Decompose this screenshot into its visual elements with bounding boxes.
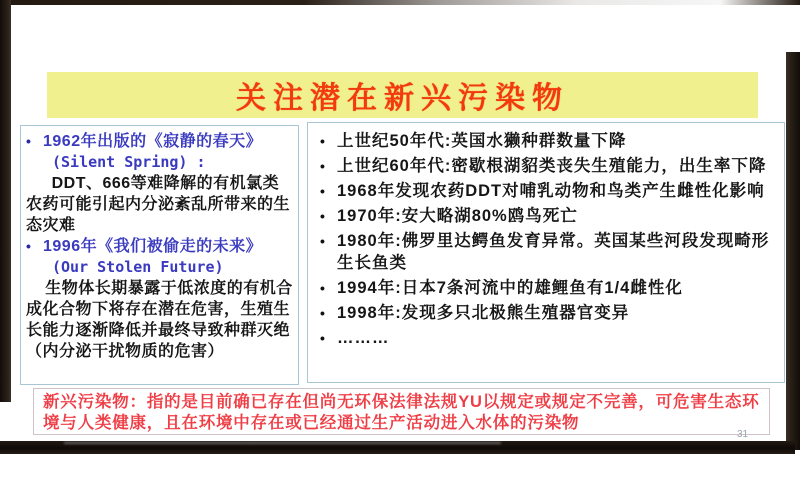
page-number: 31 [737, 429, 749, 440]
timeline-item-text: 1968年发现农药DDT对哺乳动物和鸟类产生雌性化影响 [337, 182, 765, 200]
right-panel-timeline [307, 122, 785, 383]
photo-frame-right-edge [786, 52, 800, 450]
bullet-icon [26, 236, 43, 257]
slide-title: 关注潜在新兴污染物 [236, 82, 569, 115]
definition-panel [33, 388, 770, 435]
timeline-item-text: ……… [337, 329, 390, 347]
book-entry-1996 [26, 236, 293, 257]
book-entry-heading: 1996年《我们被偷走的未来》 [43, 238, 263, 255]
bullet-icon [320, 302, 337, 324]
timeline-item [320, 302, 776, 324]
book-entry-english-title: (Silent Spring) : [52, 153, 206, 171]
book-entry-english-title: (Our Stolen Future) [52, 258, 224, 276]
photo-frame-left-edge [0, 0, 11, 402]
timeline-item [320, 130, 776, 152]
timeline-item-ellipsis [320, 327, 776, 349]
slide-title-bar [47, 72, 758, 118]
timeline-item-text: 上世纪50年代:英国水獭种群数量下降 [337, 132, 627, 150]
book-entry-description: 生物体长期暴露于低浓度的有机合成化合物下将存在潜在危害，生殖生长能力逐渐降低并最终导致种群灭绝（内分泌干扰物质的危害） [26, 280, 293, 360]
bullet-icon [320, 230, 337, 274]
photo-frame-top-edge [0, 0, 800, 5]
left-panel-books [20, 125, 299, 385]
timeline-item [320, 180, 776, 202]
timeline-item-text: 1994年:日本7条河流中的雄鲤鱼有1/4雌性化 [337, 279, 683, 297]
photo-frame-bottom-edge [0, 441, 795, 454]
definition-term: 新兴污染物： [43, 393, 147, 411]
bullet-icon [320, 205, 337, 227]
timeline-item-text: 1980年:佛罗里达鳄鱼发育异常。英国某些河段发现畸形生长鱼类 [337, 232, 770, 272]
timeline-item-text: 1998年:发现多只北极熊生殖器官变异 [337, 304, 630, 322]
definition-text: 指的是目前确已存在但尚无环保法律法规YU以规定或规定不完善，可危害生态环境与人类健康，且在环境中存在或已经通过生产活动进入水体的污染物 [43, 393, 760, 432]
book-entry-heading: 1962年出版的《寂静的春天》 [43, 133, 263, 150]
bullet-icon [320, 180, 337, 202]
timeline-item [320, 205, 776, 227]
timeline-item-text: 1970年:安大略湖80%鸥鸟死亡 [337, 207, 578, 225]
book-entry-description: DDT、666等难降解的有机氯类农药可能引起内分泌紊乱所带来的生态灾难 [26, 175, 291, 234]
bullet-icon [320, 130, 337, 152]
timeline-item [320, 277, 776, 299]
bullet-icon [320, 277, 337, 299]
timeline-item-text: 上世纪60年代:密歇根湖貂类丧失生殖能力，出生率下降 [337, 157, 767, 175]
bullet-icon [320, 155, 337, 177]
timeline-item [320, 230, 776, 274]
timeline-item [320, 155, 776, 177]
bullet-icon [26, 131, 43, 152]
bullet-icon [320, 327, 337, 349]
book-entry-1962 [26, 131, 293, 152]
